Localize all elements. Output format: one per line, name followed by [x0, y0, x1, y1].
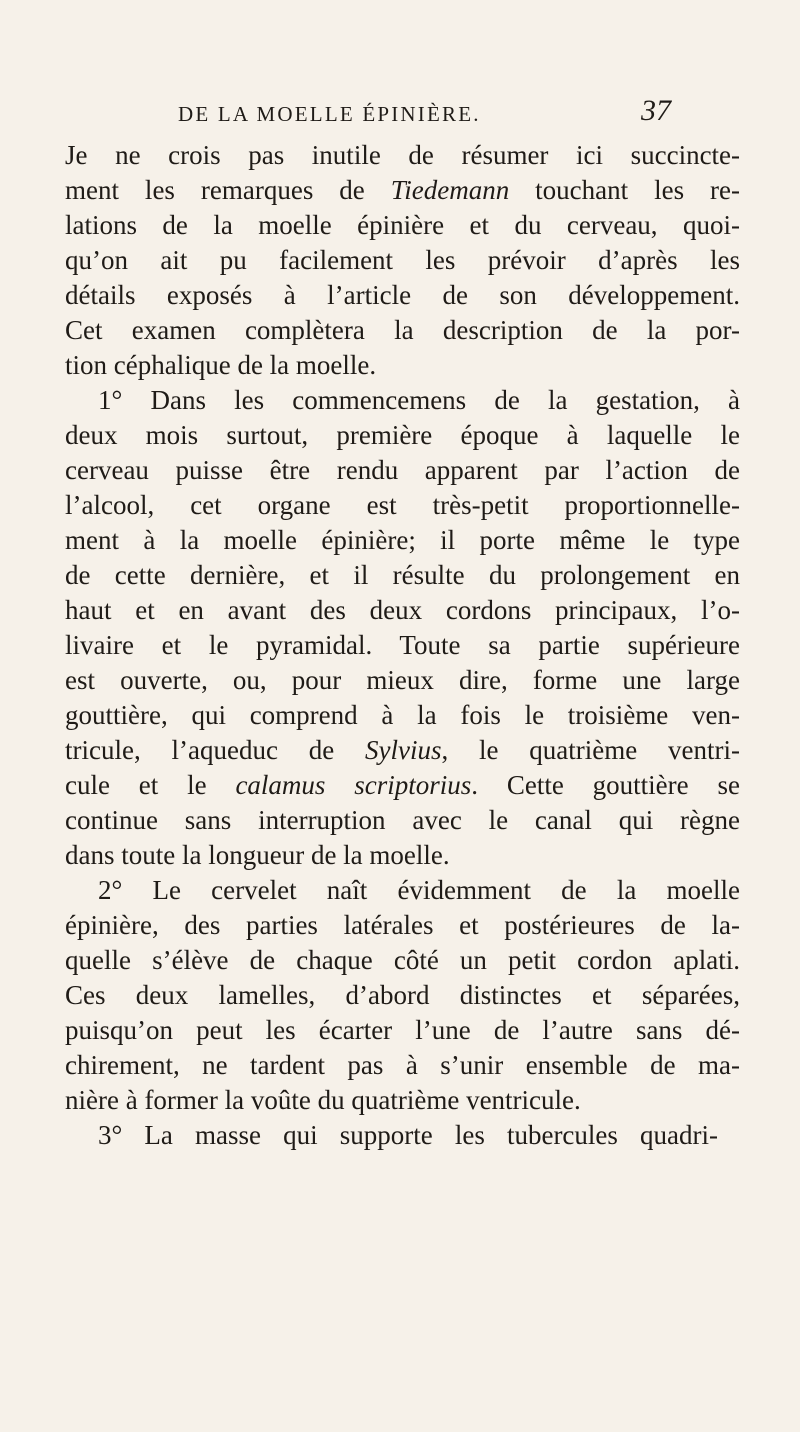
- page-number: 37: [641, 94, 671, 127]
- text-line: [0, 807, 800, 839]
- text-line: [0, 1052, 800, 1084]
- text-segment: cule et le: [65, 770, 236, 800]
- running-head: DE LA MOELLE ÉPINIÈRE.: [178, 102, 481, 126]
- text-line: [0, 177, 800, 209]
- text-segment: tricule, l’aqueduc de: [65, 735, 365, 765]
- text-line: [0, 317, 800, 349]
- text-segment: . Cette gouttière se: [471, 770, 740, 800]
- text-segment: nière à former la voûte du quatrième ventricule.: [65, 1085, 581, 1115]
- text-line: [0, 702, 800, 734]
- text-line: [0, 212, 800, 244]
- italic-text: Tiedemann: [390, 175, 510, 205]
- text-segment: ment les remarques de: [65, 175, 391, 205]
- text-line: [0, 352, 800, 384]
- text-segment: puisqu’on peut les écarter l’une de l’autre sans dé-: [65, 1015, 741, 1045]
- text-segment: épinière, des parties latérales et postérieures de la-: [65, 910, 740, 940]
- text-segment: deux mois surtout, première époque à laquelle le: [65, 420, 740, 450]
- text-segment: lations de la moelle épinière et du cerveau, quoi-: [65, 210, 740, 240]
- text-segment: continue sans interruption avec le canal qui règne: [65, 805, 740, 835]
- text-line: [0, 562, 800, 594]
- text-segment: haut et en avant des deux cordons principaux, l’o-: [65, 595, 740, 625]
- text-line: [0, 422, 800, 454]
- text-line: [0, 737, 800, 769]
- text-line: [0, 667, 800, 699]
- text-line: [0, 982, 800, 1014]
- text-line: [0, 527, 800, 559]
- text-segment: chirement, ne tardent pas à s’unir ensemble de ma-: [65, 1050, 740, 1080]
- text-segment: 1° Dans les commencemens de la gestation, à: [98, 385, 741, 415]
- text-line: [0, 632, 800, 664]
- text-segment: tion céphalique de la moelle.: [65, 350, 377, 380]
- text-line: [0, 912, 800, 944]
- text-line: [0, 1087, 800, 1119]
- text-segment: Je ne crois pas inutile de résumer ici succincte-: [65, 140, 741, 170]
- text-segment: gouttière, qui comprend à la fois le troisième ven-: [65, 700, 740, 730]
- text-segment: cerveau puisse être rendu apparent par l’action de: [65, 455, 740, 485]
- text-line: [0, 947, 800, 979]
- text-segment: dans toute la longueur de la moelle.: [65, 840, 450, 870]
- text-segment: Cet examen complètera la description de la por-: [65, 315, 740, 345]
- text-segment: détails exposés à l’article de son développement.: [65, 280, 740, 310]
- text-segment: de cette dernière, et il résulte du prolongement en: [65, 560, 741, 590]
- text-line: [0, 1017, 800, 1049]
- text-segment: livaire et le pyramidal. Toute sa partie supérieure: [65, 630, 740, 660]
- italic-text: Sylvius: [364, 735, 442, 765]
- text-segment: touchant les re-: [509, 175, 740, 205]
- text-line: [0, 877, 800, 909]
- text-line: [0, 492, 800, 524]
- text-line: [0, 457, 800, 489]
- text-line: [0, 772, 800, 804]
- text-segment: quelle s’élève de chaque côté un petit cordon aplati.: [65, 945, 740, 975]
- text-segment: 3° La masse qui supporte les tubercules quadri-: [98, 1120, 718, 1150]
- text-line: [0, 387, 800, 419]
- text-line: [0, 282, 800, 314]
- text-line: [0, 1122, 800, 1154]
- text-segment: ment à la moelle épinière; il porte même le type: [65, 525, 741, 555]
- text-segment: est ouverte, ou, pour mieux dire, forme une large: [65, 665, 740, 695]
- text-line: [0, 597, 800, 629]
- text-segment: , le quatrième ventri-: [441, 735, 740, 765]
- text-line: [0, 247, 800, 279]
- text-segment: l’alcool, cet organe est très-petit proportionnelle-: [65, 490, 741, 520]
- text-line: [0, 142, 800, 174]
- text-segment: 2° Le cervelet naît évidemment de la moelle: [98, 875, 740, 905]
- text-segment: Ces deux lamelles, d’abord distinctes et séparées,: [65, 980, 741, 1010]
- text-line: [0, 842, 800, 874]
- text-segment: qu’on ait pu facilement les prévoir d’après les: [65, 245, 740, 275]
- italic-text: calamus scriptorius: [235, 770, 472, 800]
